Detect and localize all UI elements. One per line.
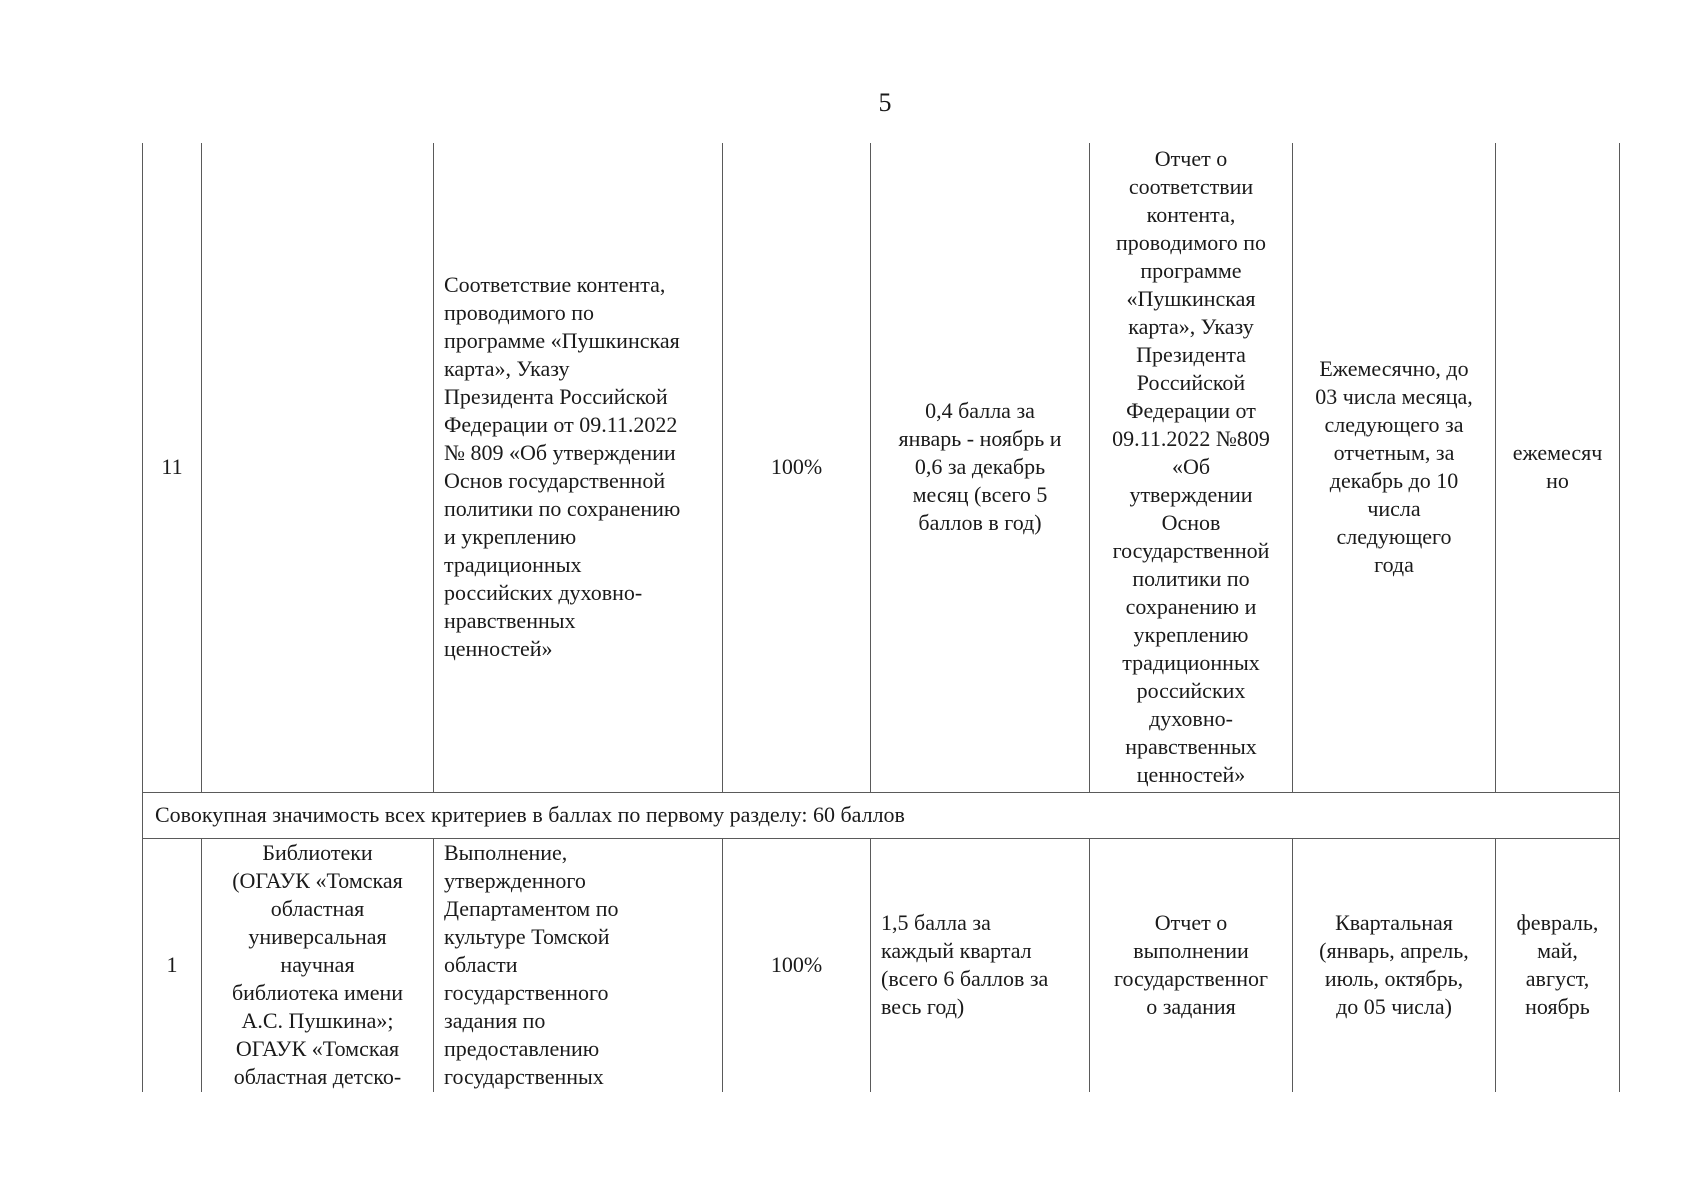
page-number: 5 <box>878 88 892 117</box>
row-number: 11 <box>143 143 202 792</box>
criterion-cell: Соответствие контента, проводимого по программе «Пушкинская карта», Указу Президента Российской Федерации от 09.11.2022 № 809 «Об утверждении Основ государственной политики по сохранению и укреплению традиционных российских духовно- нравственных ценностей» <box>434 143 723 792</box>
report-cell: Отчет о соответствии контента, проводимого по программе «Пушкинская карта», Указу Президента Российской Федерации от 09.11.2022 №809 «Об утверждении Основ государственной политики по сохранению и укреплению традиционных российских духовно- нравственных ценностей» <box>1090 143 1293 792</box>
deadline-cell: Ежемесячно, до 03 числа месяца, следующего за отчетным, за декабрь до 10 числа следующего года <box>1293 143 1496 792</box>
report-cell: Отчет о выполнении государственног о задания <box>1090 838 1293 1092</box>
points-cell: 1,5 балла за каждый квартал (всего 6 баллов за весь год) <box>871 838 1090 1092</box>
summary-text: Совокупная значимость всех критериев в баллах по первому разделу: 60 баллов <box>143 792 1620 838</box>
target-value-cell: 100% <box>723 143 871 792</box>
criteria-table <box>142 143 1620 1092</box>
target-value-cell: 100% <box>723 838 871 1092</box>
organization-cell <box>202 143 434 792</box>
criterion-cell: Выполнение, утвержденного Департаментом по культуре Томской области государственного задания по предоставлению государственных <box>434 838 723 1092</box>
organization-cell: Библиотеки (ОГАУК «Томская областная универсальная научная библиотека имени А.С. Пушкина»; ОГАУК «Томская областная детско- <box>202 838 434 1092</box>
frequency-cell: ежемесяч но <box>1496 143 1620 792</box>
summary-row <box>143 792 1620 838</box>
points-cell: 0,4 балла за январь - ноябрь и 0,6 за декабрь месяц (всего 5 баллов в год) <box>871 143 1090 792</box>
table-row <box>143 838 1620 1092</box>
frequency-cell: февраль, май, август, ноябрь <box>1496 838 1620 1092</box>
table-row <box>143 143 1620 792</box>
row-number: 1 <box>143 838 202 1092</box>
deadline-cell: Квартальная (январь, апрель, июль, октябрь, до 05 числа) <box>1293 838 1496 1092</box>
